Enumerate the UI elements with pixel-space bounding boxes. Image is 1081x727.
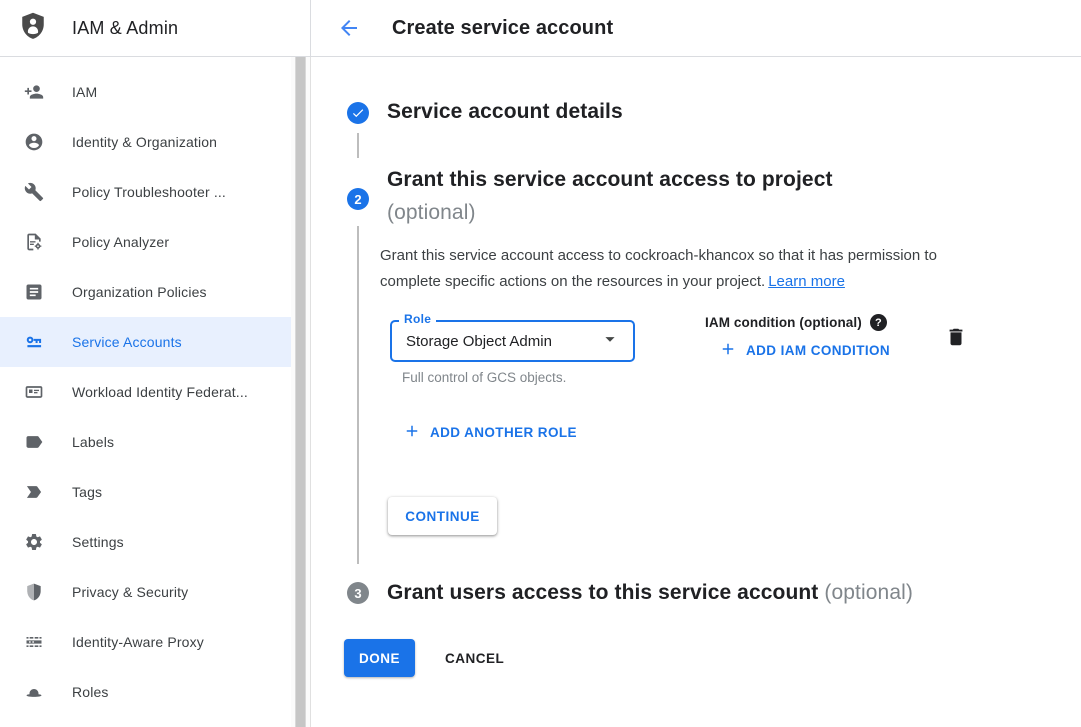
sidebar-item-label: IAM	[72, 84, 98, 100]
sidebar-item-label: Privacy & Security	[72, 584, 189, 600]
sidebar-item-policy-troubleshooter[interactable]	[0, 167, 291, 217]
step3-number-badge: 3	[347, 582, 369, 604]
sidebar-item-identity-organization[interactable]	[0, 117, 291, 167]
add-iam-condition-label: ADD IAM CONDITION	[746, 343, 891, 358]
sidebar-item-service-accounts[interactable]	[0, 317, 291, 367]
cancel-button[interactable]: CANCEL	[429, 639, 520, 677]
sidebar-item-label: Settings	[72, 534, 124, 550]
step3-optional-label: (optional)	[824, 581, 913, 604]
service-account-key-icon	[24, 332, 44, 352]
scrollbar-thumb[interactable]	[295, 57, 306, 727]
plus-icon	[403, 422, 421, 443]
topbar	[311, 0, 1081, 56]
add-another-role-label: ADD ANOTHER ROLE	[430, 425, 577, 440]
sidebar-scrollbar[interactable]	[291, 57, 311, 727]
badge-card-icon	[24, 382, 44, 402]
sidebar-item-labels[interactable]	[0, 417, 291, 467]
delete-role-trash-icon[interactable]	[944, 326, 968, 350]
add-another-role-button[interactable]	[403, 422, 577, 443]
product-title: IAM & Admin	[72, 17, 179, 38]
step-connector-line	[357, 226, 359, 564]
sidebar-header	[0, 0, 291, 56]
sidebar-item-organization-policies[interactable]	[0, 267, 291, 317]
step2-description	[380, 243, 981, 295]
shield-icon	[24, 582, 44, 602]
step-connector-line	[357, 133, 359, 158]
step3-title-text: Grant users access to this service account	[387, 581, 819, 604]
sidebar-item-label: Labels	[72, 434, 115, 450]
hat-icon	[24, 682, 44, 702]
step1-title: Service account details	[387, 100, 623, 123]
step2-number-badge: 2	[347, 188, 369, 210]
chevron-down-icon	[599, 328, 621, 355]
document-gear-icon	[24, 232, 44, 252]
sidebar-item-tags[interactable]	[0, 467, 291, 517]
page-title: Create service account	[392, 17, 614, 39]
step2-description-text: Grant this service account access to cockroach-khancox so that it has permission to complete specific actions on the resources in your project.	[380, 247, 937, 290]
sidebar-item-iam[interactable]	[0, 67, 291, 117]
role-helper-text: Full control of GCS objects.	[402, 370, 567, 385]
role-select-value: Storage Object Admin	[406, 332, 552, 350]
continue-button[interactable]: CONTINUE	[388, 497, 497, 535]
step1-complete-check-icon	[347, 102, 369, 124]
step2-title	[387, 168, 1007, 225]
sidebar-item-label: Policy Analyzer	[72, 234, 170, 250]
tag-arrow-icon	[24, 482, 44, 502]
proxy-icon	[24, 632, 44, 652]
sidebar-nav	[0, 57, 291, 717]
document-icon	[24, 282, 44, 302]
person-add-icon	[24, 82, 44, 102]
role-field-label: Role	[399, 312, 436, 326]
iam-condition-label	[705, 314, 887, 331]
role-select[interactable]	[390, 320, 635, 362]
sidebar-item-policy-analyzer[interactable]	[0, 217, 291, 267]
step2-title-text: Grant this service account access to project	[387, 168, 833, 191]
wrench-icon	[24, 182, 44, 202]
sidebar-item-label: Identity & Organization	[72, 134, 218, 150]
add-iam-condition-button[interactable]	[719, 340, 890, 361]
sidebar-item-privacy-security[interactable]	[0, 567, 291, 617]
label-icon	[24, 432, 44, 452]
sidebar-item-settings[interactable]	[0, 517, 291, 567]
back-arrow-icon[interactable]	[337, 16, 361, 40]
account-circle-icon	[24, 132, 44, 152]
sidebar-item-workload-identity-federation[interactable]	[0, 367, 291, 417]
iam-shield-icon	[18, 11, 48, 46]
sidebar-item-label: Workload Identity Federat...	[72, 384, 248, 400]
iam-condition-label-text: IAM condition (optional)	[705, 315, 862, 330]
sidebar-item-label: Tags	[72, 484, 103, 500]
done-button[interactable]: DONE	[344, 639, 415, 677]
sidebar-item-identity-aware-proxy[interactable]	[0, 617, 291, 667]
step2-optional-label: (optional)	[387, 201, 476, 224]
sidebar-item-label: Service Accounts	[72, 334, 182, 350]
sidebar-item-label: Identity-Aware Proxy	[72, 634, 204, 650]
sidebar-item-label: Organization Policies	[72, 284, 207, 300]
gear-icon	[24, 532, 44, 552]
help-icon[interactable]: ?	[870, 314, 887, 331]
step3-title	[387, 581, 913, 605]
sidebar-item-roles[interactable]	[0, 667, 291, 717]
sidebar-item-label: Policy Troubleshooter ...	[72, 184, 226, 200]
learn-more-link[interactable]: Learn more	[768, 273, 845, 290]
plus-icon	[719, 340, 737, 361]
sidebar-item-label: Roles	[72, 684, 109, 700]
